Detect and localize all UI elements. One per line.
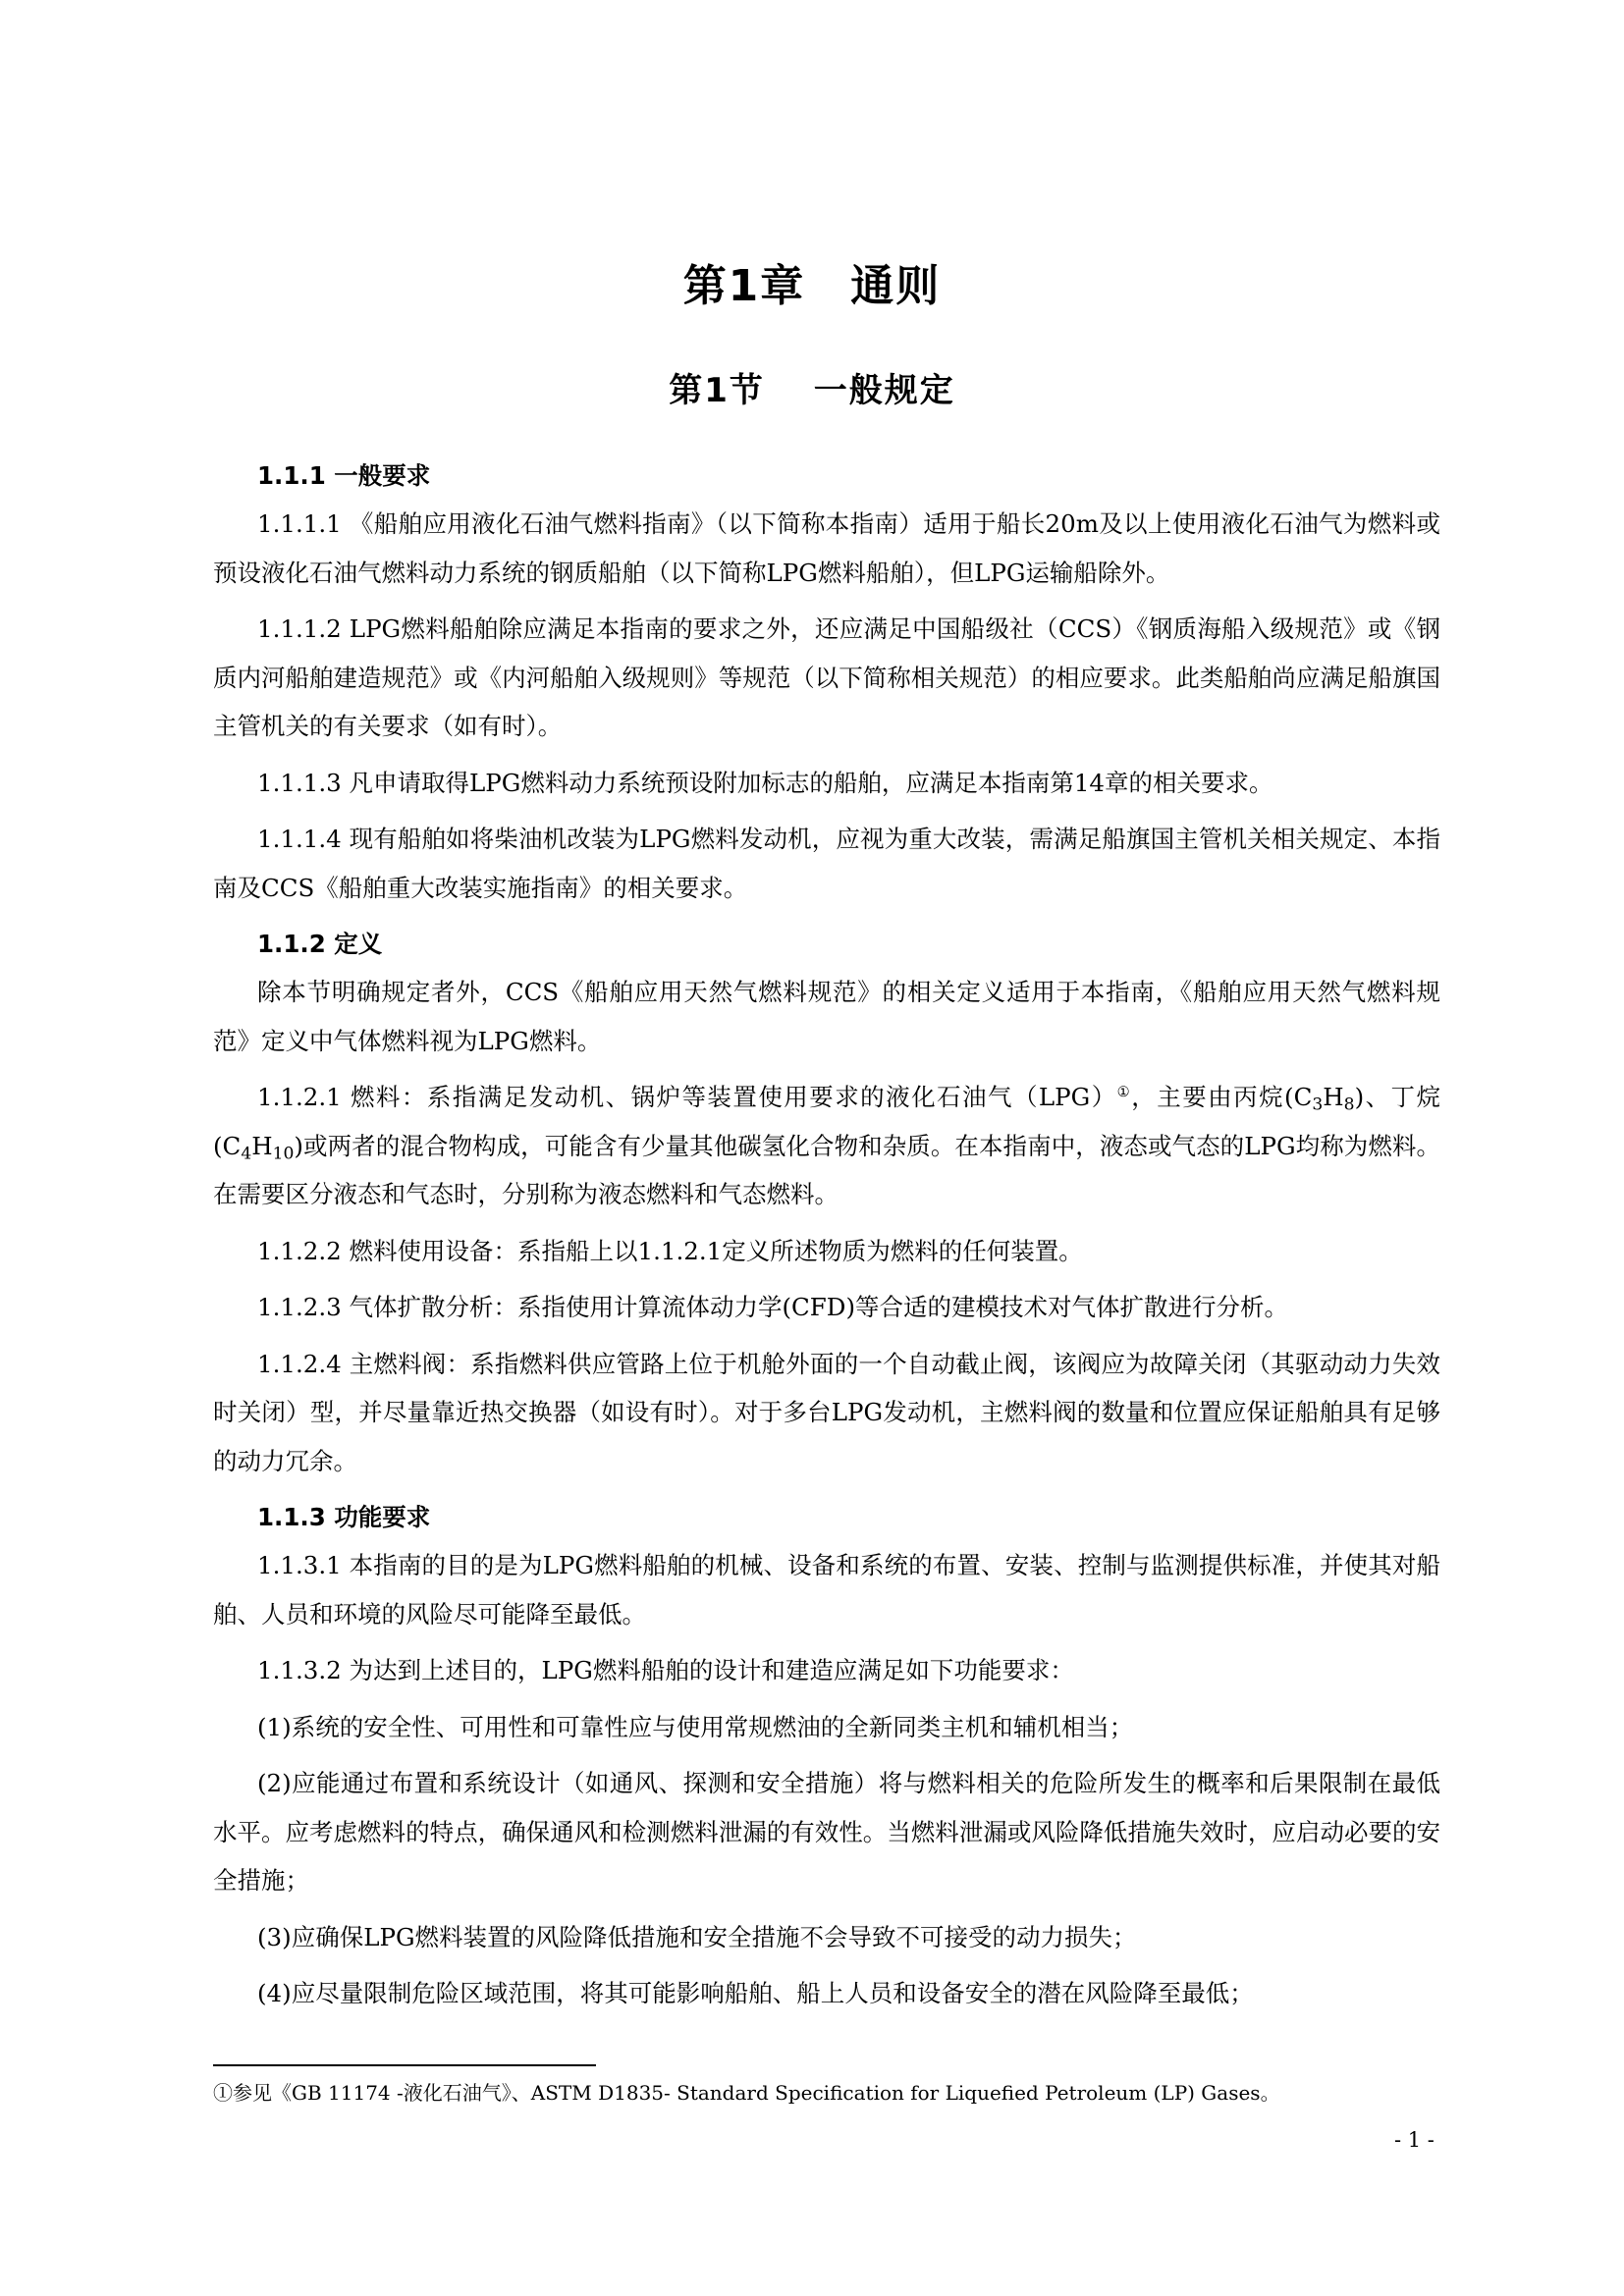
- document-body: [213, 452, 1440, 2018]
- paragraph-1-1-1-2: 1.1.1.2 LPG燃料船舶除应满足本指南的要求之外，还应满足中国船级社（CCS）《钢质海船入级规范》或《钢质内河船舶建造规范》或《内河船舶入级规则》等规范（以下简称相关规范）的相应要求。此类船舶尚应满足船旗国主管机关的有关要求（如有时）。: [213, 614, 1440, 740]
- heading-1-1-2: 1.1.2 定义: [257, 930, 383, 958]
- paragraph-1-1-3-1: 1.1.3.1 本指南的目的是为LPG燃料船舶的机械、设备和系统的布置、安装、控制与监测提供标准，并使其对船舶、人员和环境的风险尽可能降至最低。: [213, 1551, 1440, 1629]
- footnote: ①参见《GB 11174 -液化石油气》、ASTM D1835- Standard Specification for Liquefied Petroleum (LP) Gases。: [213, 2081, 1280, 2105]
- list-item-1: (1)系统的安全性、可用性和可靠性应与使用常规燃油的全新同类主机和辅机相当；: [257, 1712, 1134, 1741]
- section-title: 第1节 一般规定: [669, 371, 955, 410]
- list-item-4: (4)应尽量限制危险区域范围，将其可能影响船舶、船上人员和设备安全的潜在风险降至最低；: [257, 1979, 1254, 2007]
- paragraph-1-1-1-4: 1.1.1.4 现有船舶如将柴油机改装为LPG燃料发动机，应视为重大改装，需满足船旗国主管机关相关规定、本指南及CCS《船舶重大改装实施指南》的相关要求。: [213, 825, 1440, 902]
- paragraph-1-1-2-2: 1.1.2.2 燃料使用设备：系指船上以1.1.2.1定义所述物质为燃料的任何装置。: [257, 1236, 1083, 1265]
- heading-1-1-3: 1.1.3 功能要求: [257, 1503, 431, 1531]
- paragraph-definitions-intro: 除本节明确规定者外，CCS《船舶应用天然气燃料规范》的相关定义适用于本指南，《船舶应用天然气燃料规范》定义中气体燃料视为LPG燃料。: [213, 978, 1440, 1055]
- paragraph-1-1-1-1: 1.1.1.1 《船舶应用液化石油气燃料指南》（以下简称本指南）适用于船长20m及以上使用液化石油气为燃料或预设液化石油气燃料动力系统的钢质船舶（以下简称LPG燃料船舶），但LPG运输船除外。: [213, 509, 1440, 587]
- page-number: - 1 -: [1394, 2128, 1435, 2152]
- paragraph-1-1-1-3: 1.1.1.3 凡申请取得LPG燃料动力系统预设附加标志的船舶，应满足本指南第14章的相关要求。: [257, 768, 1273, 797]
- footnote-marker: ①: [1116, 1084, 1132, 1101]
- list-item-2: (2)应能通过布置和系统设计（如通风、探测和安全措施）将与燃料相关的危险所发生的概率和后果限制在最低水平。应考虑燃料的特点，确保通风和检测燃料泄漏的有效性。当燃料泄漏或风险降低措施失效时，应启动必要的安全措施；: [213, 1769, 1440, 1895]
- paragraph-1-1-2-3: 1.1.2.3 气体扩散分析：系指使用计算流体动力学(CFD)等合适的建模技术对气体扩散进行分析。: [257, 1293, 1289, 1321]
- chapter-title: 第1章 通则: [682, 261, 942, 311]
- footnote-divider: [213, 2064, 596, 2066]
- paragraph-1-1-2-4: 1.1.2.4 主燃料阀：系指燃料供应管路上位于机舱外面的一个自动截止阀，该阀应为故障关闭（其驱动动力失效时关闭）型，并尽量靠近热交换器（如设有时）。对于多台LPG发动机，主燃料阀的数量和位置应保证船舶具有足够的动力冗余。: [213, 1349, 1440, 1475]
- paragraph-1-1-2-1: 1.1.2.1 燃料：系指满足发动机、锅炉等装置使用要求的液化石油气（LPG）①，主要由丙烷$(C_3H_8)$、丁烷$(C_4H_{10})$或两者的混合物构成，可能含有少量其他碳氢化合物和杂质。在本指南中，液态或气态的LPG均称为燃料。在需要区分液态和气态时，分别称为液态燃料和气态燃料。: [213, 1083, 1441, 1208]
- paragraph-1-1-3-2: 1.1.3.2 为达到上述目的，LPG燃料船舶的设计和建造应满足如下功能要求：: [257, 1656, 1074, 1684]
- heading-1-1-1: 1.1.1 一般要求: [257, 461, 431, 490]
- list-item-3: (3)应确保LPG燃料装置的风险降低措施和安全措施不会导致不可接受的动力损失；: [257, 1922, 1137, 1951]
